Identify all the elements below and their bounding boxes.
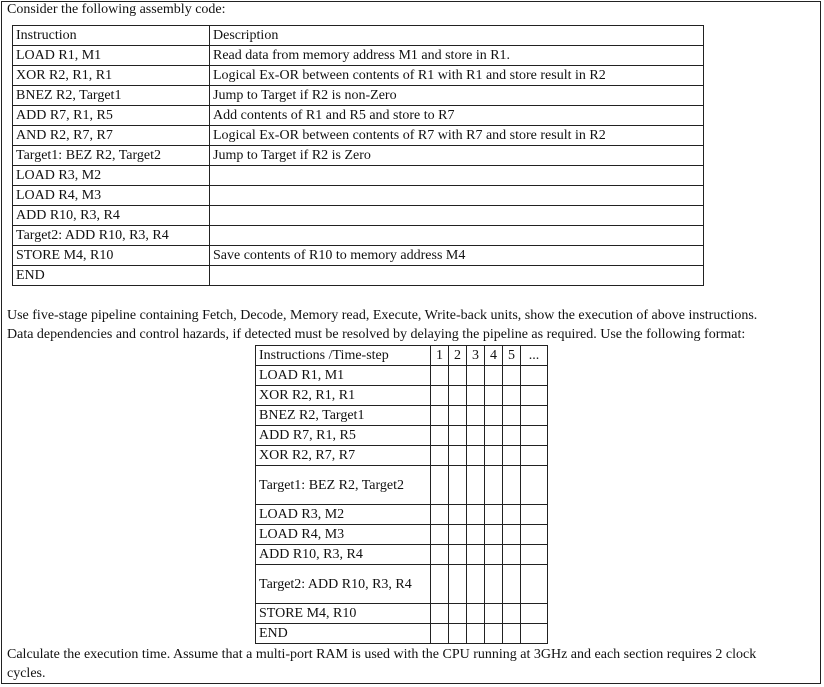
- code-row: [13, 106, 704, 126]
- pipeline-blank-cell[interactable]: [485, 366, 503, 386]
- pipeline-row: [256, 466, 548, 505]
- description-cell: Jump to Target if R2 is Zero: [210, 146, 704, 166]
- pipeline-row: [256, 525, 548, 545]
- pipeline-blank-cell[interactable]: [449, 505, 467, 525]
- pipeline-instruction-cell: LOAD R1, M1: [256, 366, 431, 386]
- pipeline-format-table: [255, 345, 548, 644]
- pipeline-blank-cell[interactable]: [431, 604, 449, 624]
- pipeline-blank-cell[interactable]: [431, 386, 449, 406]
- description-cell: Logical Ex-OR between contents of R7 with R7 and store result in R2: [210, 126, 704, 146]
- instruction-cell: Target2: ADD R10, R3, R4: [13, 226, 210, 246]
- code-table-header: [13, 26, 704, 46]
- instruction-cell: LOAD R4, M3: [13, 186, 210, 206]
- pipeline-blank-cell[interactable]: [467, 426, 485, 446]
- code-row: [13, 206, 704, 226]
- code-row: [13, 86, 704, 106]
- pipeline-row: [256, 604, 548, 624]
- pipeline-blank-cell[interactable]: [467, 386, 485, 406]
- description-cell: [210, 266, 704, 286]
- pipeline-blank-cell[interactable]: [467, 525, 485, 545]
- description-header: Description: [210, 26, 704, 46]
- code-row: [13, 66, 704, 86]
- code-row: [13, 226, 704, 246]
- pipeline-blank-cell[interactable]: [467, 406, 485, 426]
- assembly-code-table: [12, 25, 704, 286]
- pipeline-blank-cell[interactable]: [485, 545, 503, 565]
- description-cell: Read data from memory address M1 and store in R1.: [210, 46, 704, 66]
- pipeline-row: [256, 565, 548, 604]
- pipeline-row: [256, 446, 548, 466]
- execution-line-1: Calculate the execution time. Assume that a multi-port RAM is used with the CPU running at 3GHz and each section requires 2 clock: [7, 647, 757, 662]
- intro-text: Consider the following assembly code:: [7, 2, 226, 17]
- instructions-line-1: Use five-stage pipeline containing Fetch, Decode, Memory read, Execute, Write-back units, show the execution of above instructions.: [7, 308, 758, 323]
- pipeline-blank-cell[interactable]: [431, 565, 449, 604]
- instruction-cell: STORE M4, R10: [13, 246, 210, 266]
- code-row: [13, 266, 704, 286]
- pipeline-blank-cell[interactable]: [431, 505, 449, 525]
- code-row: [13, 246, 704, 266]
- pipeline-blank-cell[interactable]: [503, 545, 521, 565]
- pipeline-blank-cell[interactable]: [521, 505, 548, 525]
- pipeline-blank-cell[interactable]: [431, 545, 449, 565]
- pipeline-row: [256, 386, 548, 406]
- pipeline-blank-cell[interactable]: [503, 426, 521, 446]
- pipeline-blank-cell[interactable]: [503, 446, 521, 466]
- pipeline-blank-cell[interactable]: [449, 624, 467, 644]
- pipeline-instruction-cell: BNEZ R2, Target1: [256, 406, 431, 426]
- pipeline-blank-cell[interactable]: [449, 466, 467, 505]
- time-step-6: ...: [521, 346, 548, 366]
- description-cell: [210, 226, 704, 246]
- pipeline-blank-cell[interactable]: [467, 545, 485, 565]
- instruction-cell: ADD R10, R3, R4: [13, 206, 210, 226]
- pipeline-row: [256, 406, 548, 426]
- pipeline-instruction-cell: ADD R10, R3, R4: [256, 545, 431, 565]
- pipeline-instruction-cell: LOAD R3, M2: [256, 505, 431, 525]
- description-cell: [210, 166, 704, 186]
- pipeline-blank-cell[interactable]: [449, 565, 467, 604]
- pipeline-blank-cell[interactable]: [467, 446, 485, 466]
- description-cell: Jump to Target if R2 is non-Zero: [210, 86, 704, 106]
- pipeline-blank-cell[interactable]: [503, 565, 521, 604]
- pipeline-instruction-cell: END: [256, 624, 431, 644]
- pipeline-blank-cell[interactable]: [503, 466, 521, 505]
- pipeline-blank-cell[interactable]: [503, 406, 521, 426]
- pipeline-blank-cell[interactable]: [449, 446, 467, 466]
- pipeline-instruction-cell: Target2: ADD R10, R3, R4: [256, 565, 431, 604]
- pipeline-row: [256, 366, 548, 386]
- pipeline-row: [256, 624, 548, 644]
- time-step-2: 2: [449, 346, 467, 366]
- pipeline-blank-cell[interactable]: [467, 505, 485, 525]
- instruction-cell: AND R2, R7, R7: [13, 126, 210, 146]
- instruction-header: Instruction: [13, 26, 210, 46]
- time-step-header: Instructions /Time-step: [256, 346, 431, 366]
- pipeline-blank-cell[interactable]: [485, 624, 503, 644]
- pipeline-blank-cell[interactable]: [503, 386, 521, 406]
- pipeline-blank-cell[interactable]: [485, 505, 503, 525]
- instruction-cell: BNEZ R2, Target1: [13, 86, 210, 106]
- pipeline-blank-cell[interactable]: [521, 466, 548, 505]
- pipeline-blank-cell[interactable]: [485, 525, 503, 545]
- pipeline-blank-cell[interactable]: [449, 604, 467, 624]
- pipeline-blank-cell[interactable]: [467, 565, 485, 604]
- instruction-cell: END: [13, 266, 210, 286]
- instructions-line-2: Data dependencies and control hazards, if detected must be resolved by delaying the pipeline as required. Use the following format:: [7, 327, 746, 342]
- pipeline-blank-cell[interactable]: [521, 406, 548, 426]
- pipeline-blank-cell[interactable]: [503, 505, 521, 525]
- instruction-cell: Target1: BEZ R2, Target2: [13, 146, 210, 166]
- pipeline-blank-cell[interactable]: [431, 366, 449, 386]
- pipeline-blank-cell[interactable]: [503, 624, 521, 644]
- code-row: [13, 146, 704, 166]
- pipeline-blank-cell[interactable]: [503, 604, 521, 624]
- code-row: [13, 186, 704, 206]
- pipeline-instruction-cell: ADD R7, R1, R5: [256, 426, 431, 446]
- instruction-cell: XOR R2, R1, R1: [13, 66, 210, 86]
- pipeline-blank-cell[interactable]: [521, 604, 548, 624]
- pipeline-blank-cell[interactable]: [503, 366, 521, 386]
- pipeline-blank-cell[interactable]: [485, 604, 503, 624]
- pipeline-blank-cell[interactable]: [431, 406, 449, 426]
- pipeline-blank-cell[interactable]: [431, 624, 449, 644]
- pipeline-blank-cell[interactable]: [449, 386, 467, 406]
- pipeline-blank-cell[interactable]: [431, 466, 449, 505]
- description-cell: [210, 206, 704, 226]
- description-cell: [210, 186, 704, 206]
- pipeline-blank-cell[interactable]: [521, 366, 548, 386]
- pipeline-blank-cell[interactable]: [467, 624, 485, 644]
- pipeline-row: [256, 426, 548, 446]
- pipeline-row: [256, 505, 548, 525]
- pipeline-blank-cell[interactable]: [485, 565, 503, 604]
- pipeline-blank-cell[interactable]: [449, 525, 467, 545]
- pipeline-instruction-cell: Target1: BEZ R2, Target2: [256, 466, 431, 505]
- pipeline-header-row: [256, 346, 548, 366]
- pipeline-blank-cell[interactable]: [485, 386, 503, 406]
- pipeline-blank-cell[interactable]: [485, 426, 503, 446]
- time-step-5: 5: [503, 346, 521, 366]
- pipeline-blank-cell[interactable]: [485, 406, 503, 426]
- pipeline-blank-cell[interactable]: [431, 426, 449, 446]
- pipeline-blank-cell[interactable]: [467, 466, 485, 505]
- execution-line-2: cycles.: [7, 666, 46, 681]
- pipeline-instruction-cell: STORE M4, R10: [256, 604, 431, 624]
- pipeline-blank-cell[interactable]: [467, 366, 485, 386]
- pipeline-row: [256, 545, 548, 565]
- pipeline-blank-cell[interactable]: [485, 466, 503, 505]
- pipeline-blank-cell[interactable]: [485, 446, 503, 466]
- pipeline-blank-cell[interactable]: [503, 525, 521, 545]
- execution-time-paragraph: [7, 645, 817, 683]
- pipeline-blank-cell[interactable]: [431, 525, 449, 545]
- pipeline-blank-cell[interactable]: [521, 545, 548, 565]
- pipeline-blank-cell[interactable]: [521, 426, 548, 446]
- instruction-cell: LOAD R3, M2: [13, 166, 210, 186]
- pipeline-blank-cell[interactable]: [521, 624, 548, 644]
- pipeline-instruction-cell: LOAD R4, M3: [256, 525, 431, 545]
- pipeline-blank-cell[interactable]: [449, 426, 467, 446]
- description-cell: Logical Ex-OR between contents of R1 with R1 and store result in R2: [210, 66, 704, 86]
- time-step-3: 3: [467, 346, 485, 366]
- pipeline-blank-cell[interactable]: [449, 366, 467, 386]
- instruction-cell: LOAD R1, M1: [13, 46, 210, 66]
- pipeline-instruction-cell: XOR R2, R1, R1: [256, 386, 431, 406]
- code-row: [13, 126, 704, 146]
- code-row: [13, 46, 704, 66]
- time-step-4: 4: [485, 346, 503, 366]
- pipeline-blank-cell[interactable]: [521, 446, 548, 466]
- pipeline-blank-cell[interactable]: [449, 545, 467, 565]
- pipeline-blank-cell[interactable]: [431, 446, 449, 466]
- pipeline-blank-cell[interactable]: [449, 406, 467, 426]
- instruction-cell: ADD R7, R1, R5: [13, 106, 210, 126]
- pipeline-blank-cell[interactable]: [521, 565, 548, 604]
- instructions-paragraph: [7, 306, 817, 344]
- time-step-1: 1: [431, 346, 449, 366]
- pipeline-blank-cell[interactable]: [521, 386, 548, 406]
- pipeline-blank-cell[interactable]: [521, 525, 548, 545]
- pipeline-instruction-cell: XOR R2, R7, R7: [256, 446, 431, 466]
- pipeline-blank-cell[interactable]: [467, 604, 485, 624]
- code-row: [13, 166, 704, 186]
- description-cell: Add contents of R1 and R5 and store to R7: [210, 106, 704, 126]
- description-cell: Save contents of R10 to memory address M4: [210, 246, 704, 266]
